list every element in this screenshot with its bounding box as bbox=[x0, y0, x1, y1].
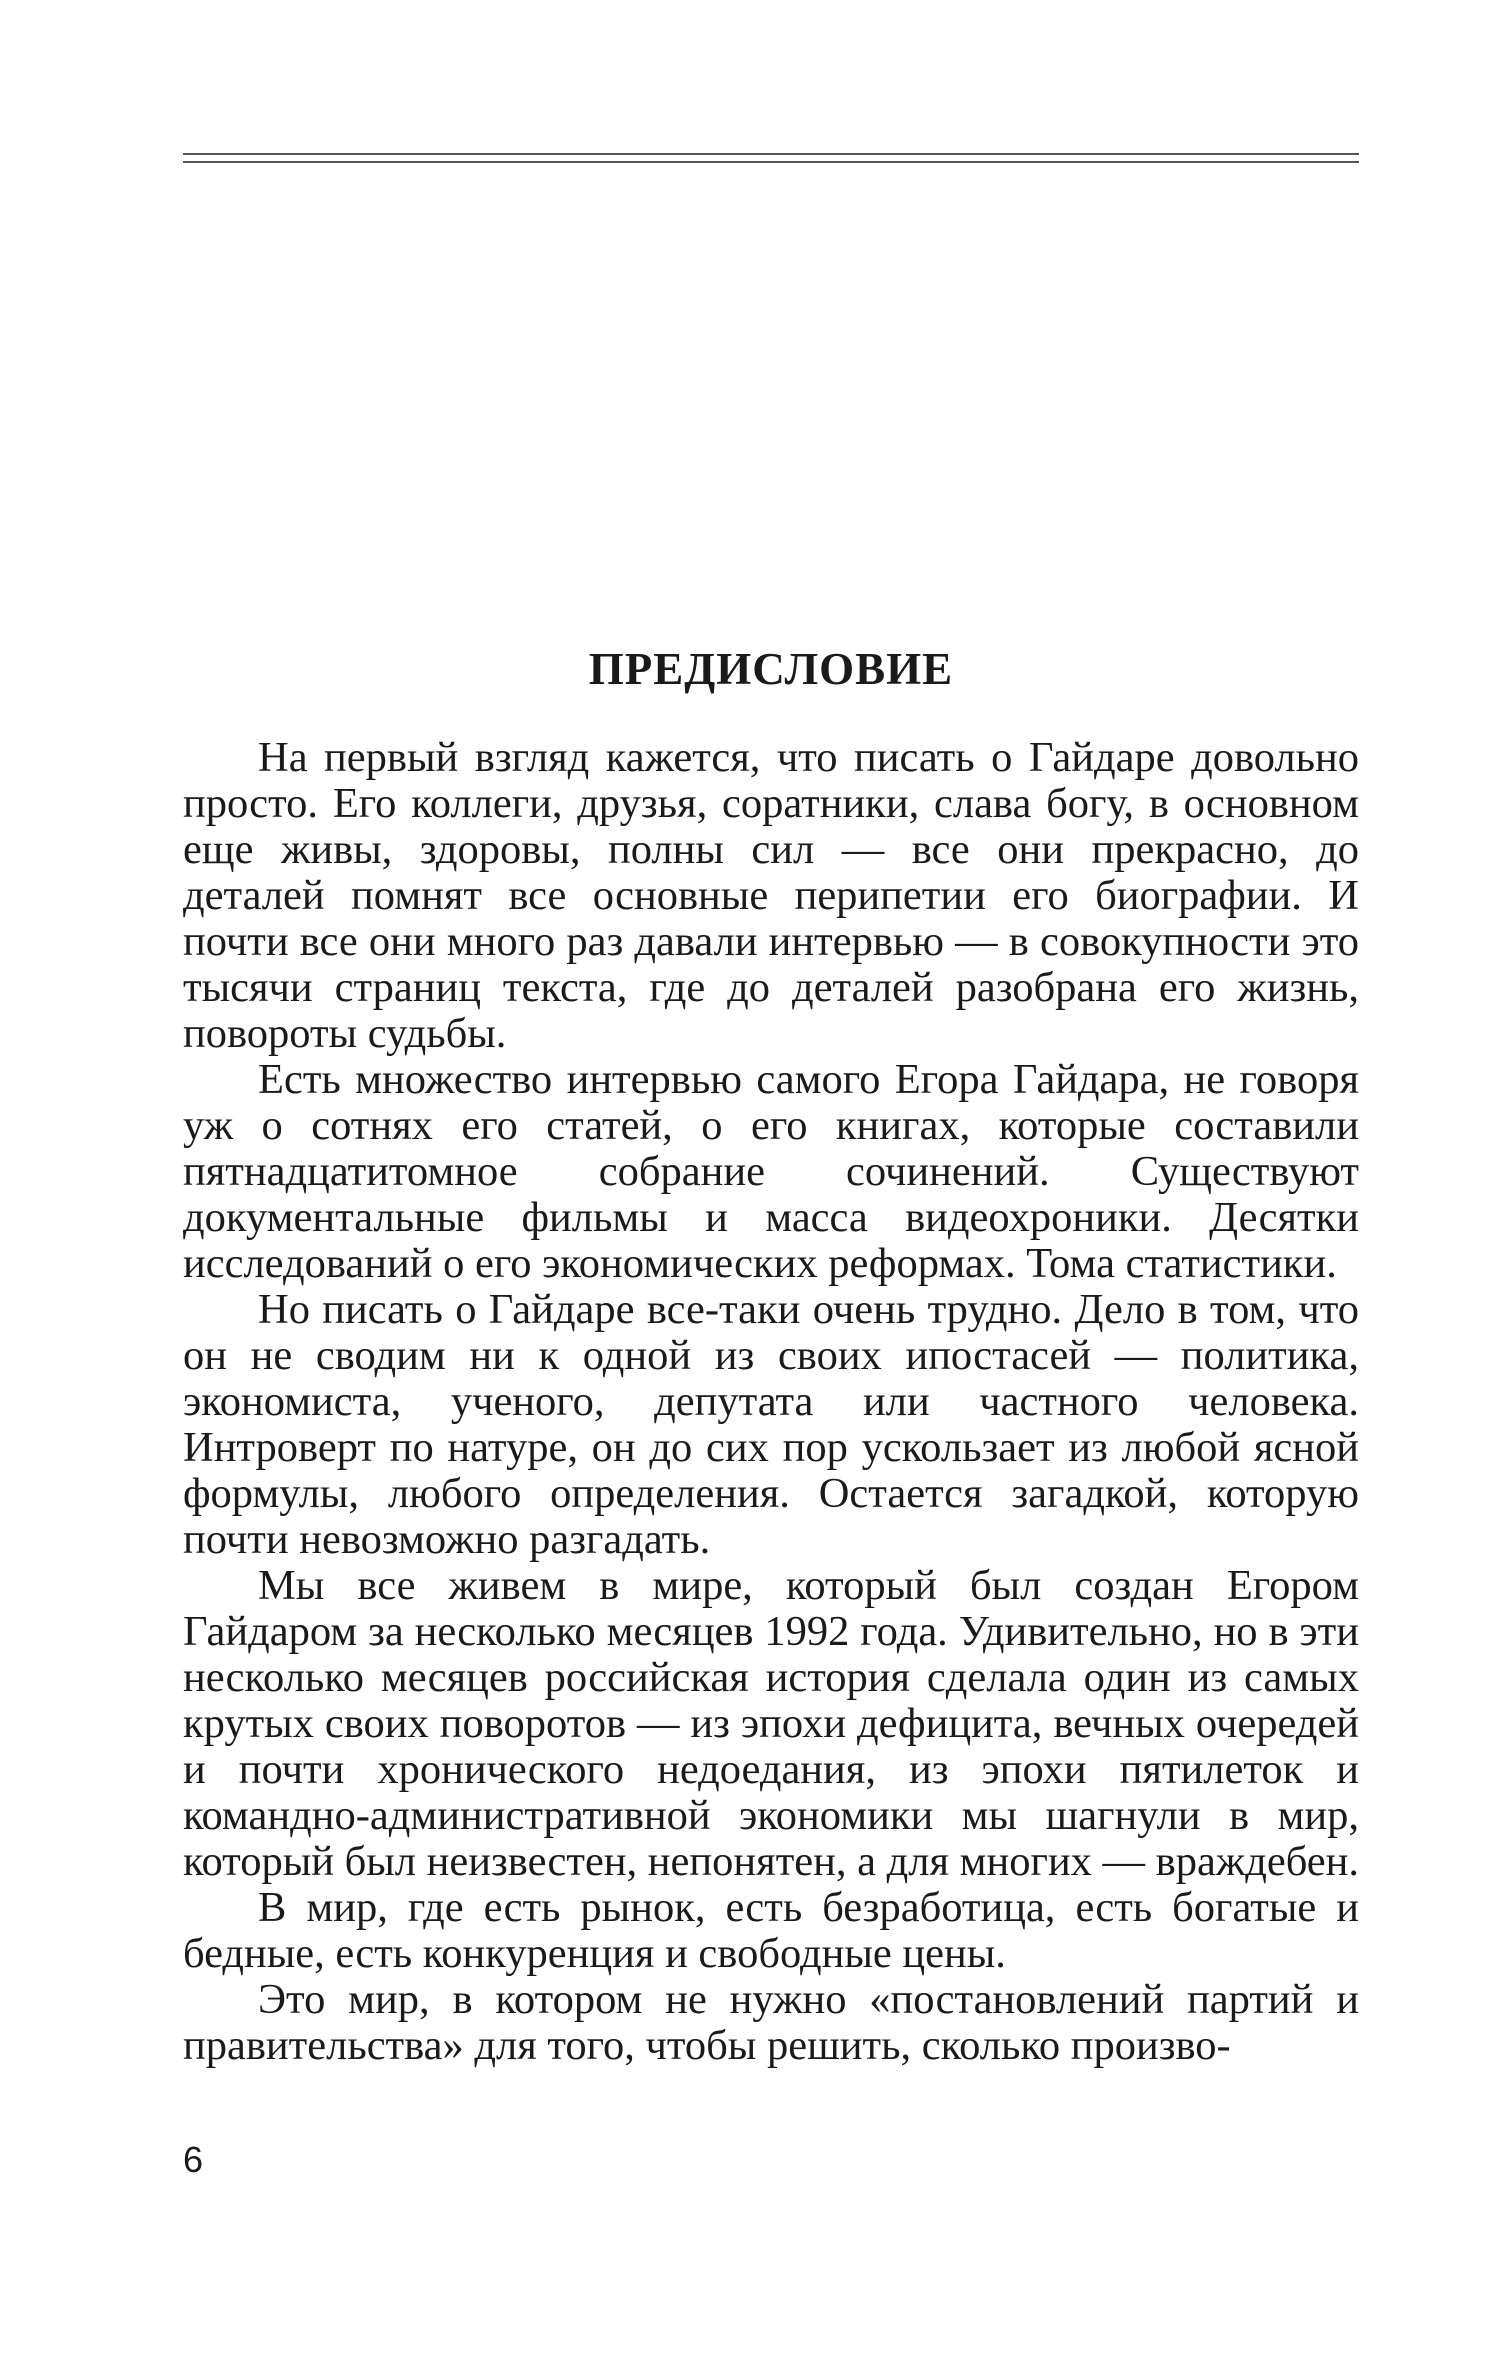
page-number: 6 bbox=[183, 2139, 204, 2180]
header-rule-bottom bbox=[183, 161, 1359, 163]
paragraph-3: Но писать о Гайдаре все-таки очень трудно. Дело в том, что он не сводим ни к одной из своих ипостасей — политика, экономиста, ученого, депутата или частного человека. Интроверт по натуре, он до сих пор ускользает из любой ясной формулы, любого определения. Остается загадкой, которую почти невозможно разгадать. bbox=[183, 1286, 1359, 1563]
paragraph-6: Это мир, в котором не нужно «постановлений партий и правительства» для того, чтобы решить, сколько произво- bbox=[183, 1976, 1359, 2069]
paragraph-1: На первый взгляд кажется, что писать о Гайдаре довольно просто. Его коллеги, друзья, соратники, слава богу, в основном еще живы, здоровы, полны сил — все они прекрасно, до деталей помнят все основные перипетии его биографии. И почти все они много раз давали интервью — в совокупности это тысячи страниц текста, где до деталей разобрана его жизнь, повороты судьбы. bbox=[183, 734, 1359, 1057]
paragraph-2: Есть множество интервью самого Егора Гайдара, не говоря уж о сотнях его статей, о его книгах, которые составили пятнадцатитомное собрание сочинений. Существуют документальные фильмы и масса видеохроники. Десятки исследований о его экономических реформах. Тома статистики. bbox=[183, 1056, 1359, 1287]
paragraph-4: Мы все живем в мире, который был создан Егором Гайдаром за несколько месяцев 1992 года. Удивительно, но в эти несколько месяцев российская история сделала один из самых крутых своих поворотов — из эпохи дефицита, вечных очередей и почти хронического недоедания, из эпохи пятилеток и командно-административной экономики мы шагнули в мир, который был неизвестен, непонятен, а для многих — враждебен. bbox=[183, 1562, 1360, 1885]
chapter-heading: ПРЕДИСЛОВИЕ bbox=[588, 644, 954, 694]
paragraph-5: В мир, где есть рынок, есть безработица, есть богатые и бедные, есть конкуренция и свободные цены. bbox=[183, 1884, 1359, 1977]
header-rule-top bbox=[183, 153, 1359, 155]
body-text bbox=[183, 735, 1359, 2069]
